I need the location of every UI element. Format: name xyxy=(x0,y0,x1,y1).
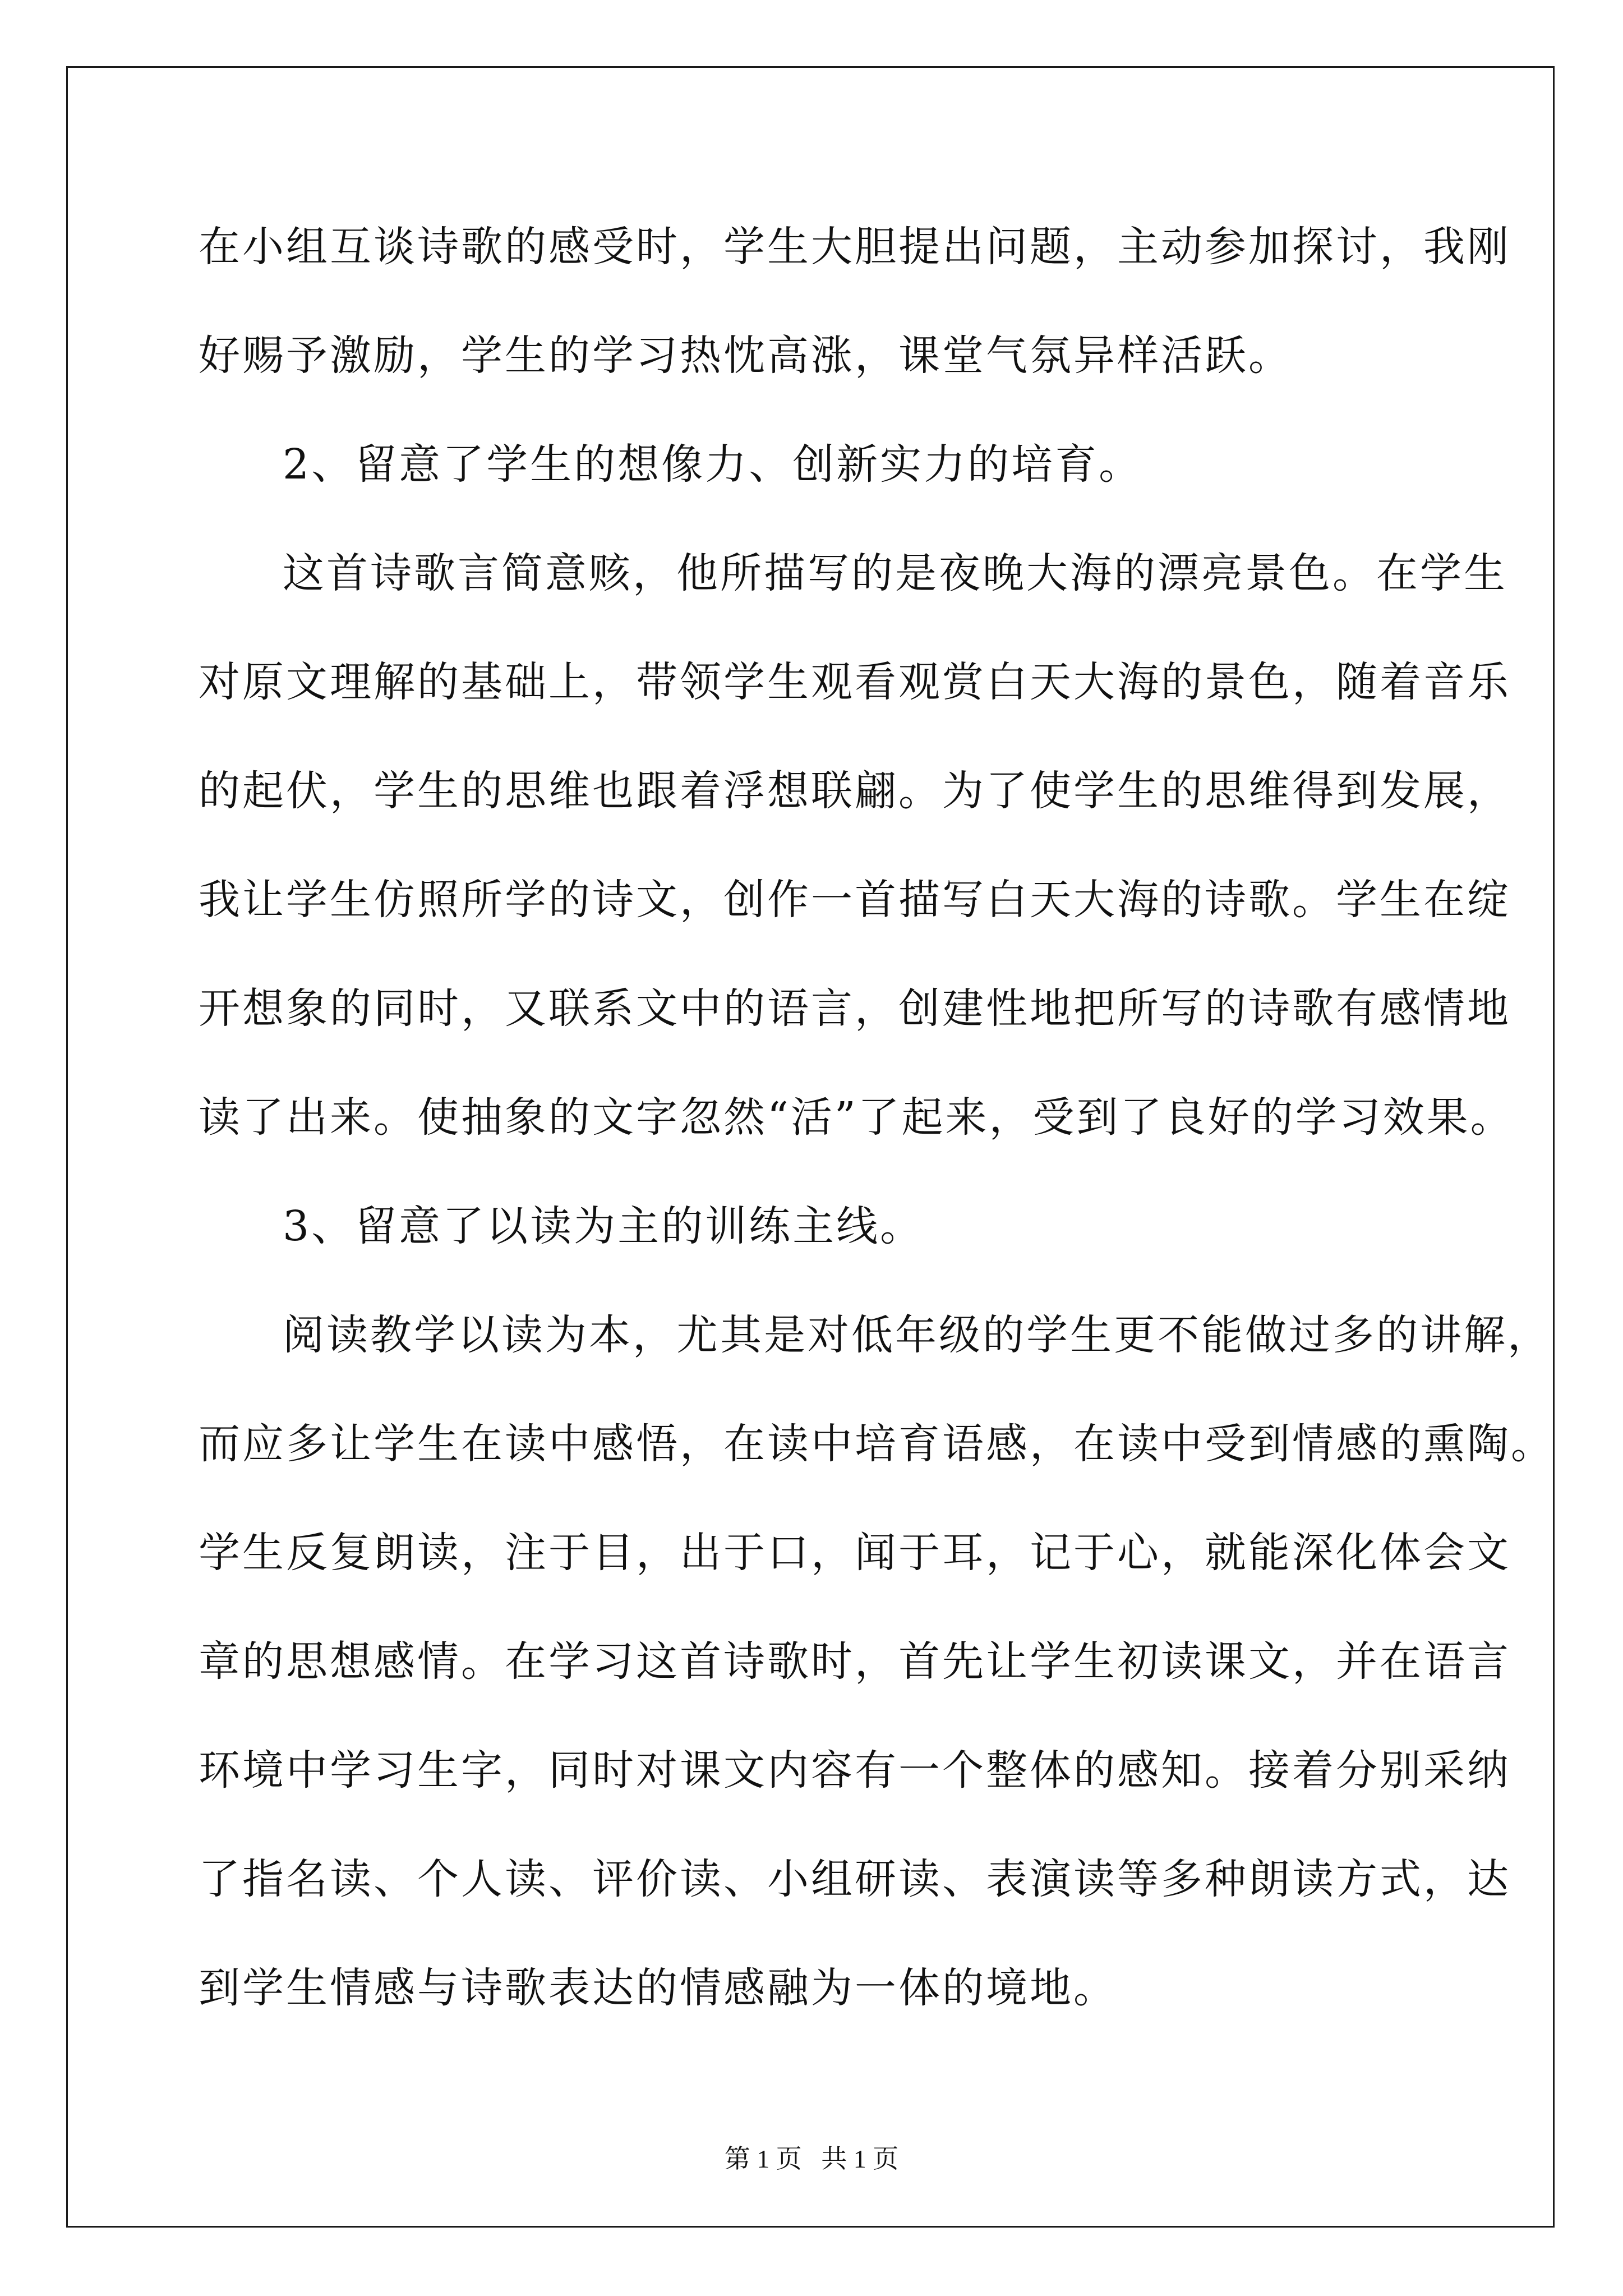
text-line-7: 我让学生仿照所学的诗文，创作一首描写白天大海的诗歌。学生在绽 xyxy=(199,876,1511,924)
text-line-1: 在小组互谈诗歌的感受时，学生大胆提出问题，主动参加探讨，我刚 xyxy=(199,223,1511,271)
text-line-12: 而应多让学生在读中感悟，在读中培育语感，在读中受到情感的熏陶。 xyxy=(199,1420,1555,1468)
text-line-6: 的起伏，学生的思维也跟着浮想联翩。为了使学生的思维得到发展， xyxy=(199,767,1511,815)
paragraph-start-line: 阅读教学以读为本，尤其是对低年级的学生更不能做过多的讲解， xyxy=(283,1311,1551,1359)
text-line-8: 开想象的同时，又联系文中的语言，创建性地把所写的诗歌有感情地 xyxy=(199,984,1511,1033)
paragraph-start-line: 这首诗歌言简意赅，他所描写的是夜晚大海的漂亮景色。在学生 xyxy=(283,549,1507,597)
text-line-15: 环境中学习生字，同时对课文内容有一个整体的感知。接着分别采纳 xyxy=(199,1746,1511,1795)
text-line-14: 章的思想感情。在学习这首诗歌时，首先让学生初读课文，并在语言 xyxy=(199,1637,1511,1686)
text-line-17: 到学生情感与诗歌表达的情感融为一体的境地。 xyxy=(199,1964,1117,2012)
text-line-2: 好赐予激励，学生的学习热忱高涨，课堂气氛异样活跃。 xyxy=(199,332,1292,380)
document-body xyxy=(199,202,1555,2052)
text-line-16: 了指名读、个人读、评价读、小组研读、表演读等多种朗读方式，达 xyxy=(199,1855,1511,1903)
text-line-5: 对原文理解的基础上，带领学生观看观赏白天大海的景色，随着音乐 xyxy=(199,658,1511,706)
text-line-13: 学生反复朗读，注于目，出于口，闻于耳，记于心，就能深化体会文 xyxy=(199,1529,1511,1577)
section-heading-2: 2、留意了学生的想像力、创新实力的培育。 xyxy=(283,440,1143,489)
section-heading-3: 3、留意了以读为主的训练主线。 xyxy=(283,1202,924,1250)
page-number-footer: 第 1 页 共 1 页 xyxy=(724,2145,899,2173)
text-line-9: 读了出来。使抽象的文字忽然“活”了起来，受到了良好的学习效果。 xyxy=(199,1093,1514,1142)
